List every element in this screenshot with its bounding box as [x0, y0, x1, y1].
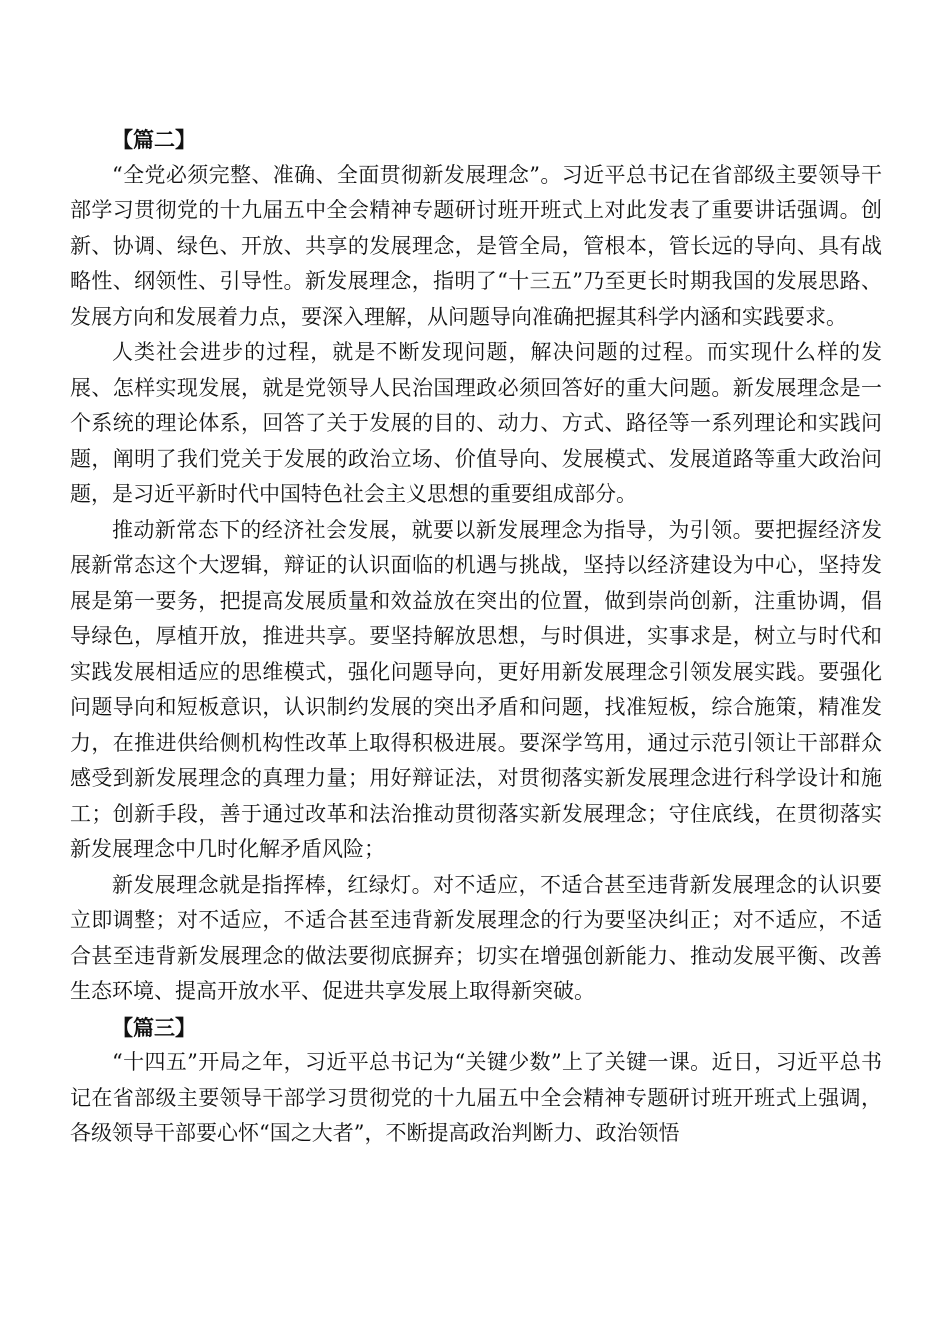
document-body	[70, 122, 882, 1152]
section-heading-2: 【篇二】	[112, 127, 196, 152]
paragraph: “十四五”开局之年，习近平总书记为“关键少数”上了关键一课。近日，习近平总书记在省部级主要领导干部学习贯彻党的十九届五中全会精神专题研讨班开班式上强调，各级领导干部要心怀“国之大者”，不断提高政治判断力、政治领悟	[70, 1050, 882, 1145]
paragraph: 推动新常态下的经济社会发展，就要以新发展理念为指导，为引领。要把握经济发展新常态这个大逻辑，辩证的认识面临的机遇与挑战，坚持以经济建设为中心，坚持发展是第一要务，把提高发展质量和效益放在突出的位置，做到崇尚创新，注重协调，倡导绿色，厚植开放，推进共享。要坚持解放思想，与时俱进，实事求是，树立与时代和实践发展相适应的思维模式，强化问题导向，更好用新发展理念引领发展实践。要强化问题导向和短板意识，认识制约发展的突出矛盾和问题，找准短板，综合施策，精准发力，在推进供给侧机构性改革上取得积极进展。要深学笃用，通过示范引领让干部群众感受到新发展理念的真理力量；用好辩证法，对贯彻落实新发展理念进行科学设计和施工；创新手段，善于通过改革和法治推动贯彻落实新发展理念；守住底线，在贯彻落实新发展理念中几时化解矛盾风险；	[70, 517, 882, 861]
paragraph: “全党必须完整、准确、全面贯彻新发展理念”。习近平总书记在省部级主要领导干部学习贯彻党的十九届五中全会精神专题研讨班开班式上对此发表了重要讲话强调。创新、协调、绿色、开放、共享的发展理念，是管全局，管根本，管长远的导向、具有战略性、纲领性、引导性。新发展理念，指明了“十三五”乃至更长时期我国的发展思路、发展方向和发展着力点，要深入理解，从问题导向准确把握其科学内涵和实践要求。	[70, 162, 882, 329]
paragraph: 新发展理念就是指挥棒，红绿灯。对不适应，不适合甚至违背新发展理念的认识要立即调整；对不适应，不适合甚至违背新发展理念的行为要坚决纠正；对不适应，不适合甚至违背新发展理念的做法要彻底摒弃；切实在增强创新能力、推动发展平衡、改善生态环境、提高开放水平、促进共享发展上取得新突破。	[70, 872, 882, 1003]
section-heading-3: 【篇三】	[112, 1014, 196, 1040]
paragraph: 人类社会进步的过程，就是不断发现问题，解决问题的过程。而实现什么样的发展、怎样实现发展，就是党领导人民治国理政必须回答好的重大问题。新发展理念是一个系统的理论体系，回答了关于发展的目的、动力、方式、路径等一系列理论和实践问题，阐明了我们党关于发展的政治立场、价值导向、发展模式、发展道路等重大政治问题，是习近平新时代中国特色社会主义思想的重要组成部分。	[70, 340, 882, 506]
